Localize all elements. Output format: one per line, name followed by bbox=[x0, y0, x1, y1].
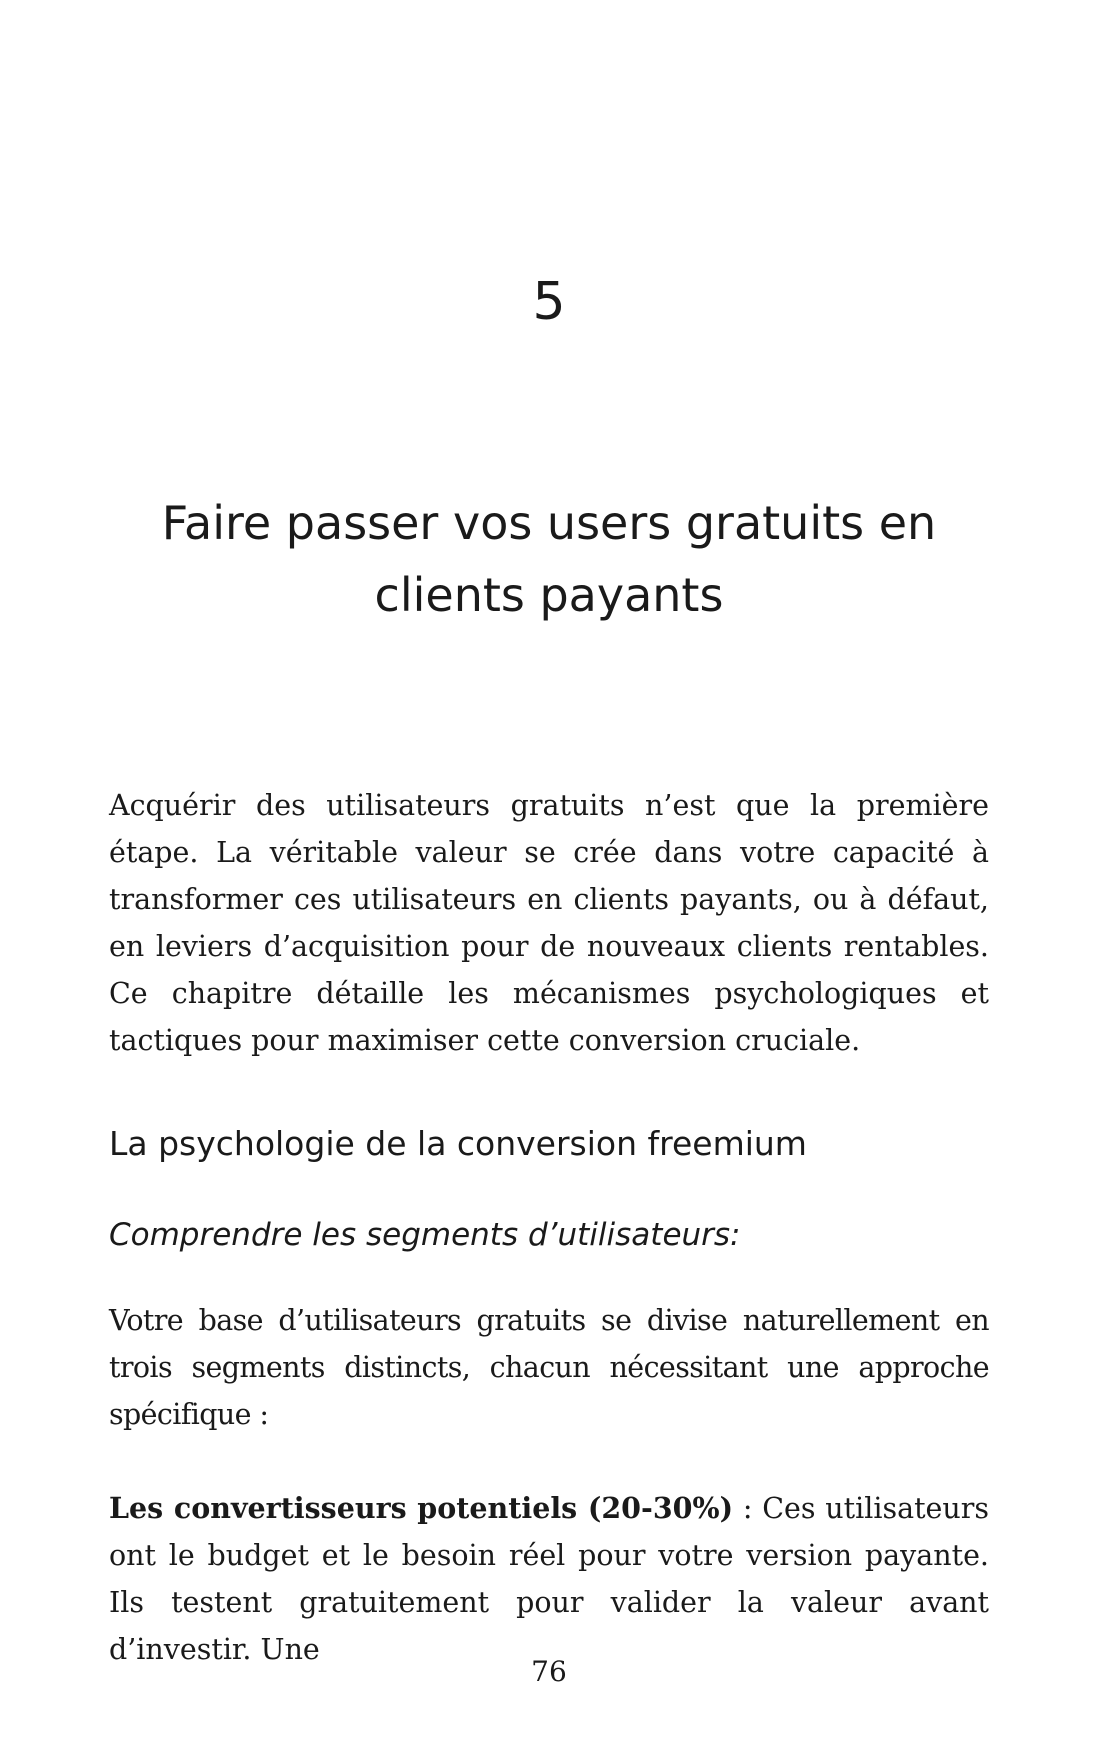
segment-label: Les convertisseurs potentiels (20-30%) bbox=[109, 1491, 734, 1525]
intro-paragraph: Acquérir des utilisateurs gratuits n’est que la première étape. La véritable valeur se crée dans votre capacité à transformer ces utilisateurs en clients payants, ou à défaut, en leviers d’acquisition pour de nouveaux clients rentables. Ce chapitre détaille les mécanismes psychologiques et tactiques pour maximiser cette conversion cruciale. bbox=[109, 789, 989, 1057]
chapter-number: 5 bbox=[532, 272, 566, 332]
page-number: 76 bbox=[531, 1655, 567, 1688]
section-heading: La psychologie de la conversion freemium bbox=[109, 1124, 807, 1163]
segment-text: : Ces utilisateurs ont le budget et le besoin réel pour votre version payante. Ils testent gratuitement pour valider la valeur avant d’investir. Une bbox=[109, 1492, 989, 1666]
segment-paragraph bbox=[109, 1485, 989, 1673]
segments-intro-paragraph: Votre base d’utilisateurs gratuits se divise naturellement en trois segments distincts, chacun nécessitant une approche spécifique : bbox=[109, 1304, 989, 1431]
section-subheading: Comprendre les segments d’utilisateurs: bbox=[109, 1217, 741, 1253]
chapter-title: Faire passer vos users gratuits en clients payants bbox=[161, 496, 937, 622]
